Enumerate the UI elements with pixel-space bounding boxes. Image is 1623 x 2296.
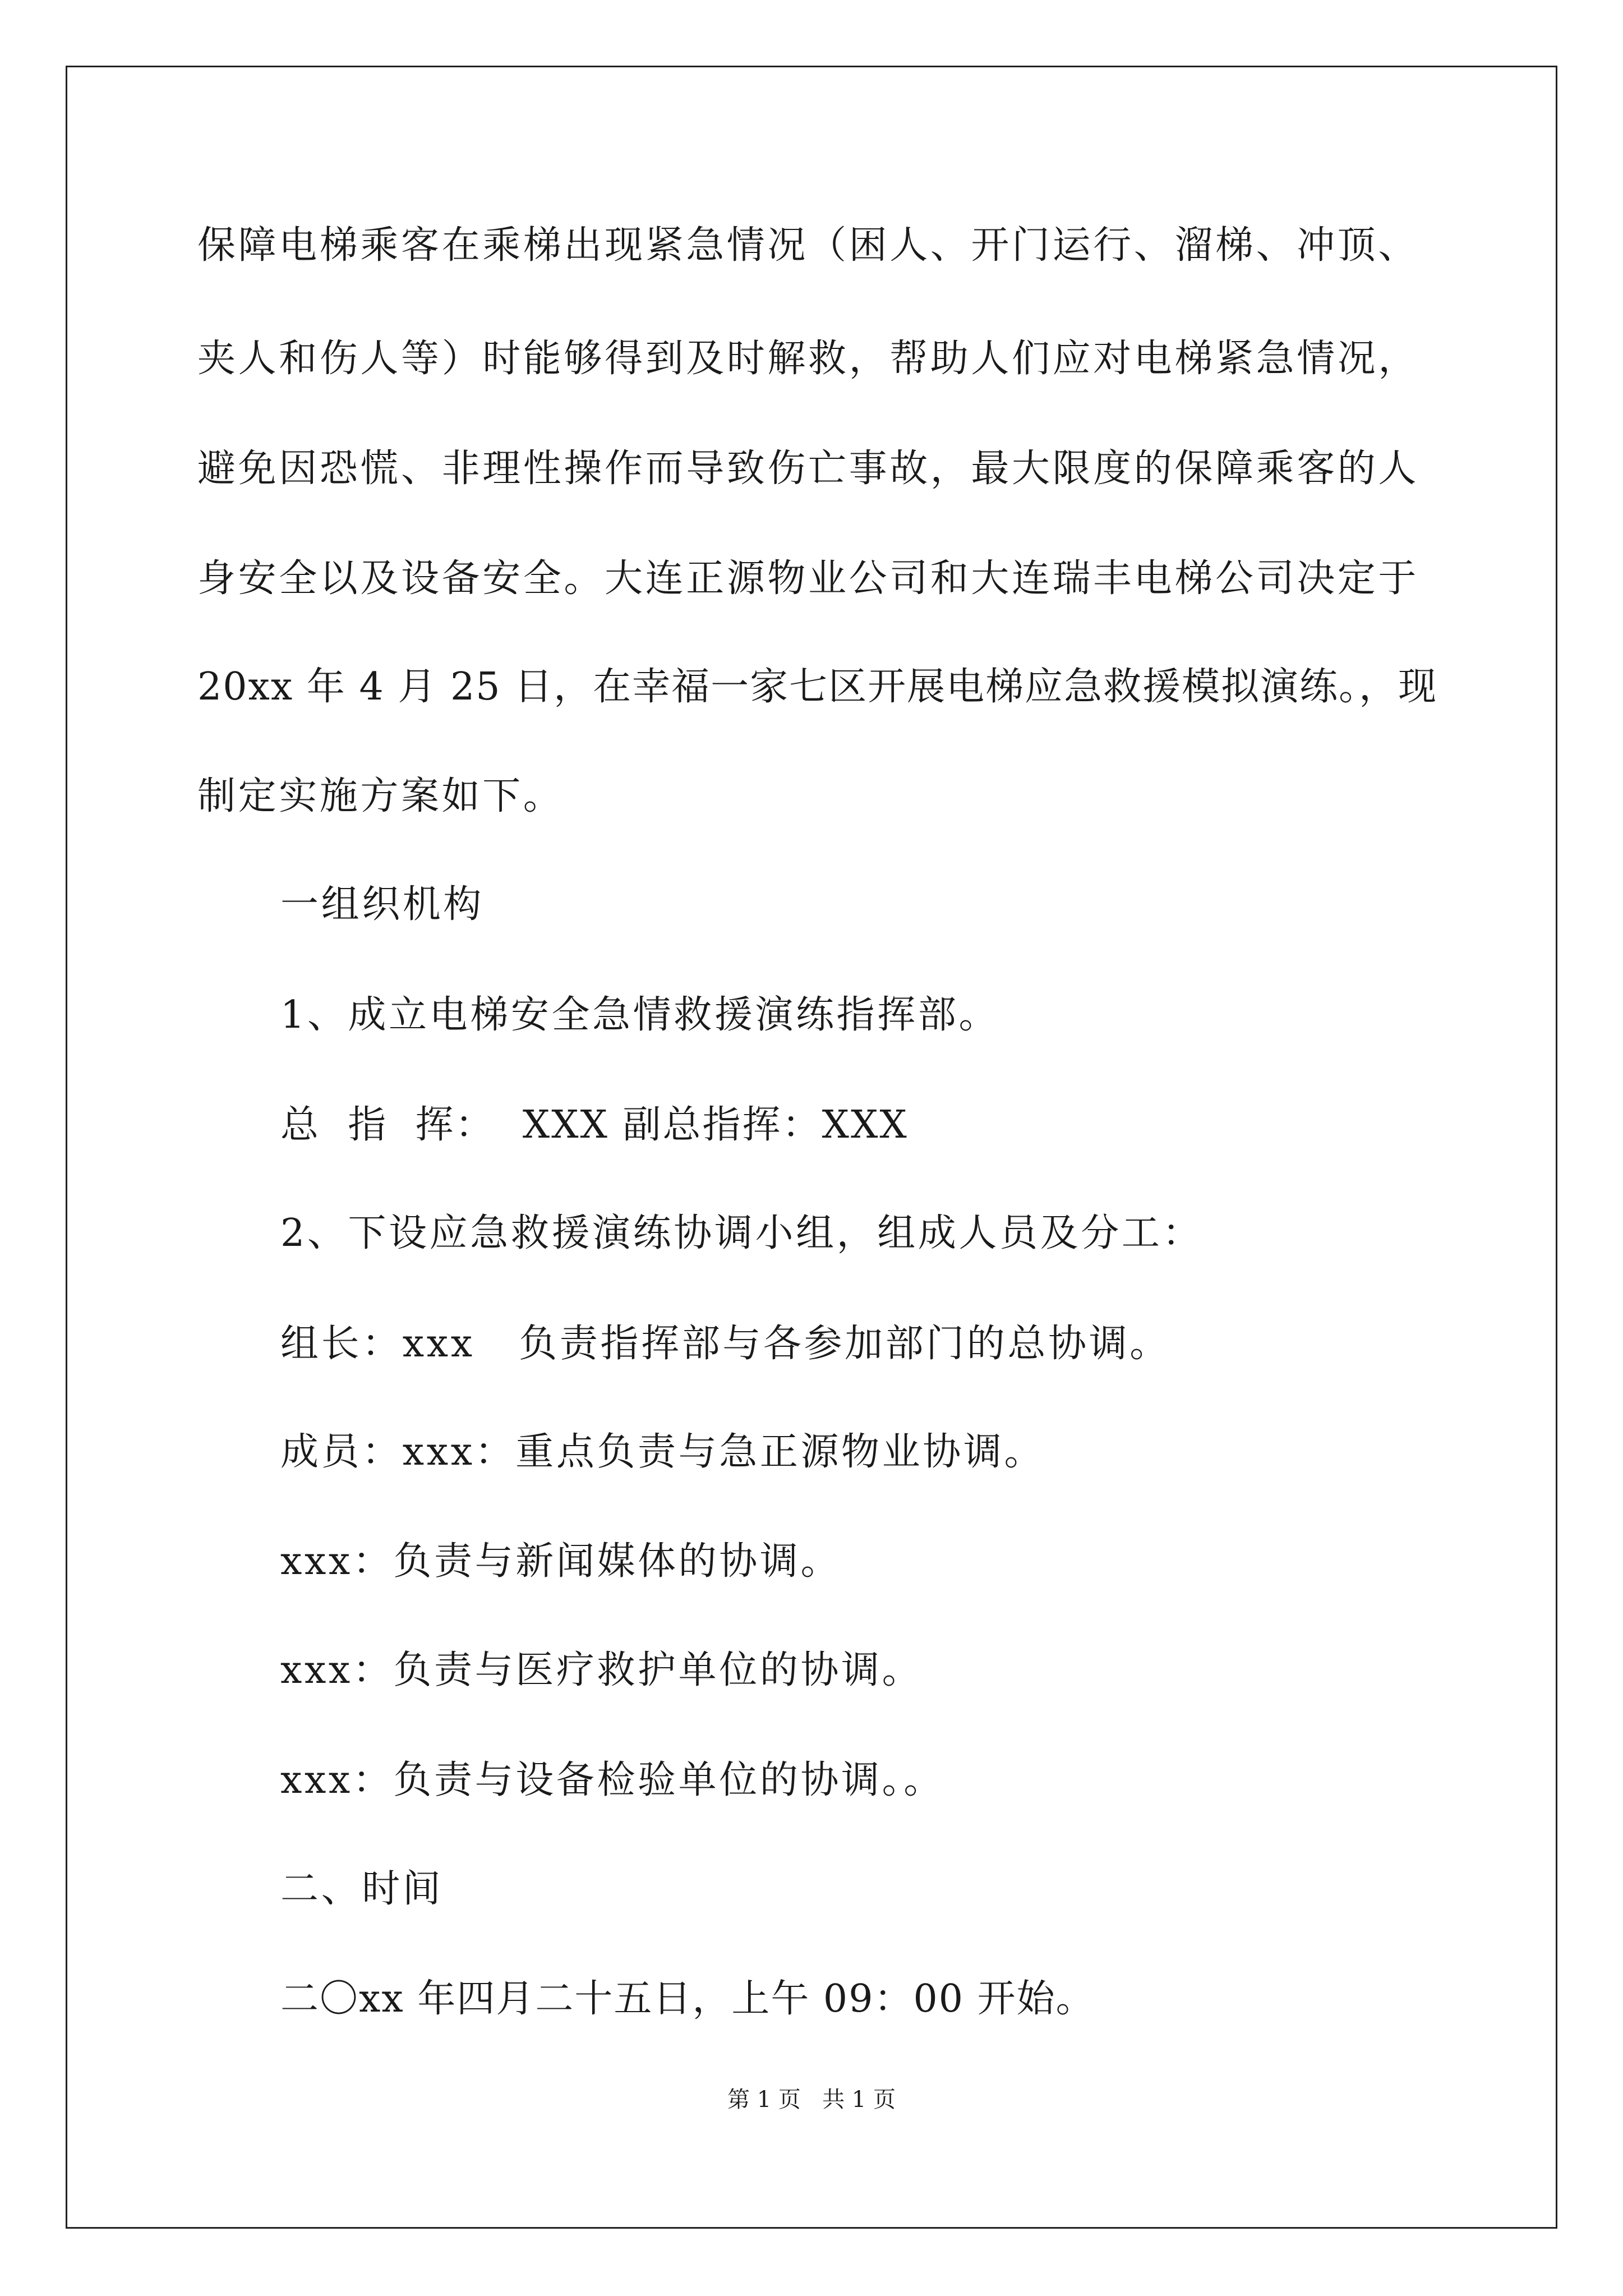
group-leader-line: 组长：xxx 负责指挥部与各参加部门的总协调。 [280, 1322, 1170, 1366]
section-heading-time: 二、时间 [280, 1867, 444, 1911]
body-line-2: 夹人和伤人等）时能够得到及时解救，帮助人们应对电梯紧急情况， [197, 337, 1419, 381]
member-line-3: xxx：负责与医疗救护单位的协调。 [280, 1648, 923, 1692]
body-line-6: 制定实施方案如下。 [197, 774, 564, 818]
section-heading-organization: 一组织机构 [280, 882, 485, 927]
body-line-1: 保障电梯乘客在乘梯出现紧急情况（困人、开门运行、溜梯、冲顶、 [197, 223, 1419, 268]
page-footer: 第 1 页 共 1 页 [727, 2087, 896, 2113]
body-line-4: 身安全以及设备安全。大连正源物业公司和大连瑞丰电梯公司决定于 [197, 556, 1419, 601]
member-line-2: xxx：负责与新闻媒体的协调。 [280, 1539, 842, 1584]
time-line: 二〇xx 年四月二十五日，上午 09：00 开始。 [280, 1977, 1095, 2021]
commander-line: 总 指 挥： XXX 副总指挥：XXX [280, 1103, 909, 1147]
member-line-1: 成员：xxx：重点负责与急正源物业协调。 [280, 1430, 1045, 1474]
member-line-4: xxx：负责与设备检验单位的协调。。 [280, 1758, 944, 1802]
list-item-1: 1、成立电梯安全急情救援演练指挥部。 [280, 993, 1000, 1037]
body-line-5: 20xx 年 4 月 25 日，在幸福一家七区开展电梯应急救援模拟演练。，现 [197, 665, 1438, 709]
body-line-3: 避免因恐慌、非理性操作而导致伤亡事故，最大限度的保障乘客的人 [197, 447, 1419, 491]
list-item-2: 2、下设应急救援演练协调小组，组成人员及分工： [280, 1211, 1204, 1255]
